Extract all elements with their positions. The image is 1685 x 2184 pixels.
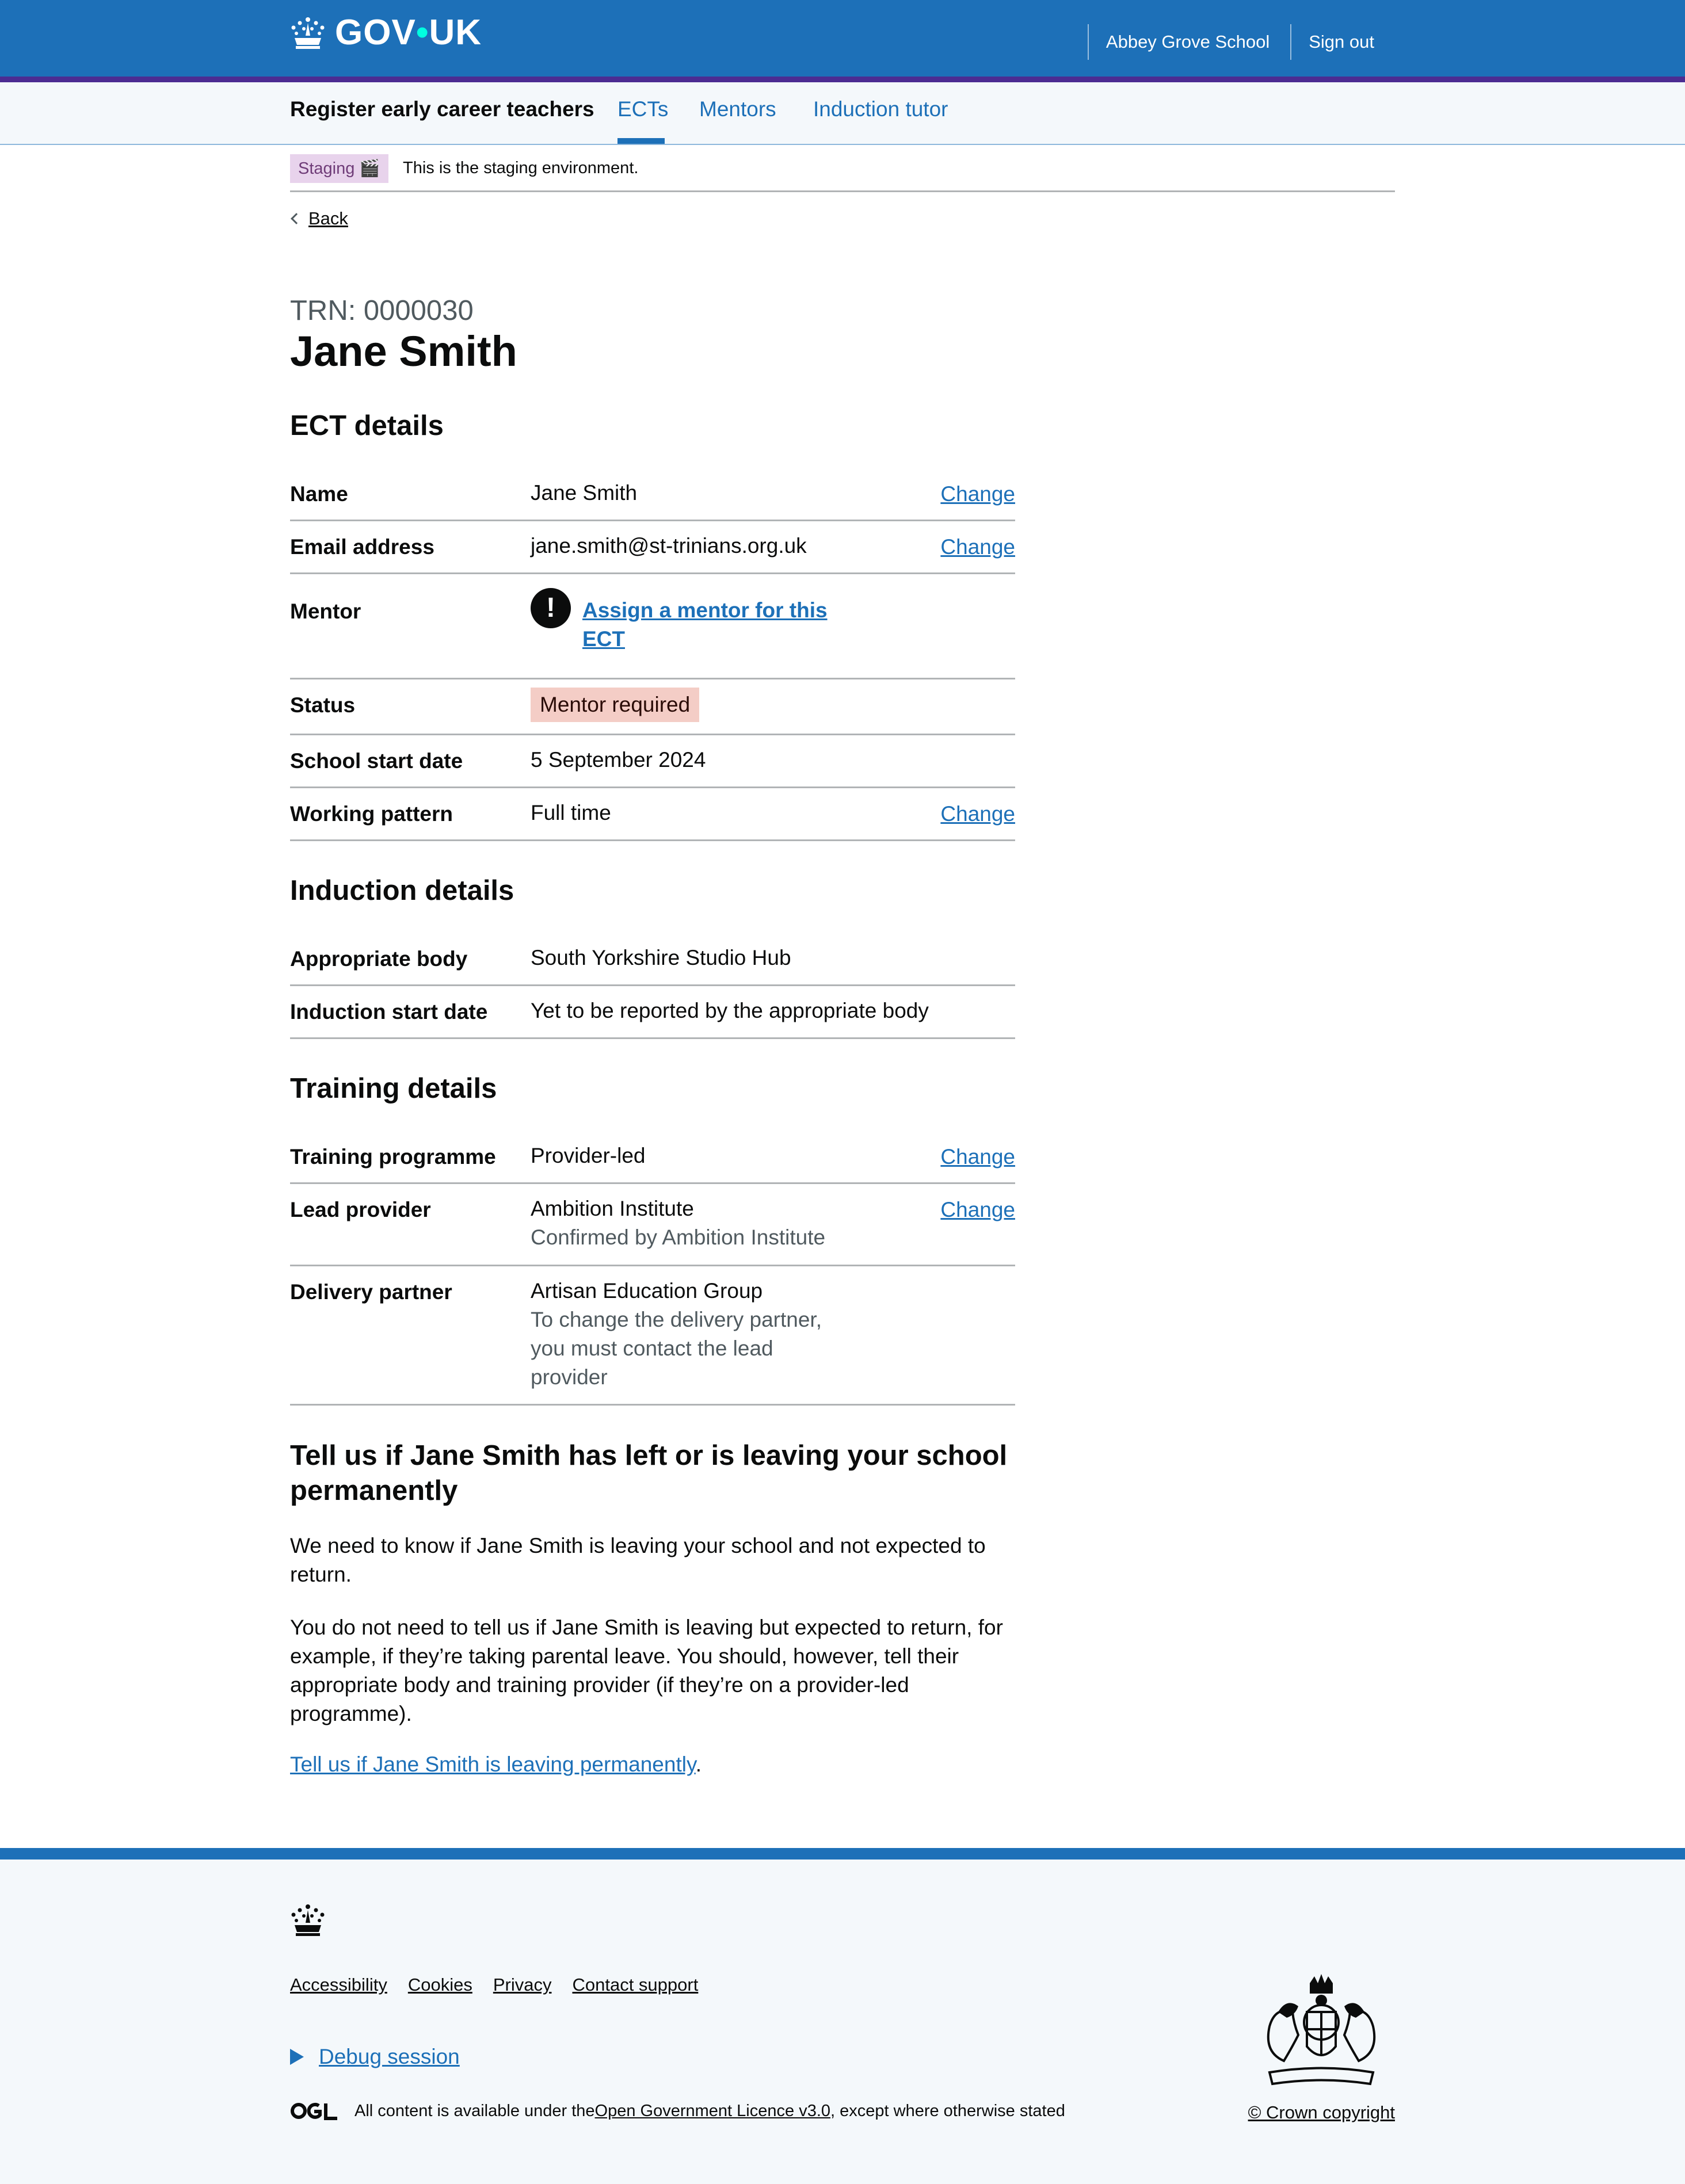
row-value: Full time [531, 801, 611, 824]
nav-item-ects[interactable]: ECTs [617, 97, 669, 121]
phase-banner [290, 145, 1395, 192]
summary-row-induction-start-date [290, 986, 1015, 1039]
change-name-link[interactable]: Change [940, 482, 1015, 506]
crown-icon [290, 1902, 326, 1938]
status-tag: Mentor required [531, 688, 699, 722]
footer-link-contact-support[interactable]: Contact support [572, 1975, 699, 1995]
summary-row-name [290, 472, 1015, 521]
row-key: Induction start date [290, 1000, 488, 1024]
leaving-paragraph-2: You do not need to tell us if Jane Smith is leaving but expected to return, for example, if they’re taking parental leave. You should, however, tell their appropriate body and training provider (if they’re on a provider-led programme). [290, 1616, 1003, 1725]
row-value: Artisan Education Group [531, 1279, 763, 1303]
ect-details-heading: ECT details [290, 410, 444, 441]
summary-row-mentor [290, 574, 1015, 679]
footer-links [290, 1975, 698, 1995]
warning-icon: ! [531, 588, 571, 628]
summary-row-appropriate-body [290, 937, 1015, 986]
ogl-link[interactable]: Open Government Licence v3.0 [594, 2101, 831, 2120]
sign-out-link[interactable]: Sign out [1309, 32, 1374, 52]
govuk-header [0, 0, 1685, 77]
staging-tag: Staging 🎬 [290, 154, 388, 183]
summary-row-email [290, 521, 1015, 574]
change-email-link[interactable]: Change [940, 535, 1015, 559]
leaving-heading: Tell us if Jane Smith has left or is leaving your school permanently [290, 1440, 1008, 1506]
summary-row-status [290, 679, 1015, 735]
licence-text: All content is available under the Open Government Licence v3.0 , except where otherwise stated [290, 2101, 1065, 2121]
service-navigation [0, 82, 1685, 145]
summary-row-working-pattern [290, 788, 1015, 841]
change-training-programme-link[interactable]: Change [940, 1145, 1015, 1169]
change-working-pattern-link[interactable]: Change [940, 802, 1015, 826]
back-link[interactable] [290, 208, 348, 229]
row-hint: To change the delivery partner, you must contact the lead provider [531, 1308, 822, 1389]
disclosure-triangle-icon [290, 2049, 304, 2065]
summary-row-school-start-date [290, 735, 1015, 788]
service-name[interactable]: Register early career teachers [290, 97, 594, 121]
leaving-permanently-link[interactable]: Tell us if Jane Smith is leaving permanently [290, 1752, 696, 1776]
induction-details-heading: Induction details [290, 875, 514, 906]
chevron-left-icon [291, 213, 302, 224]
row-value: jane.smith@st-trinians.org.uk [531, 534, 807, 558]
logo-text: GOV•UK [335, 13, 482, 52]
footer [0, 1860, 1685, 2184]
row-value: South Yorkshire Studio Hub [531, 946, 791, 969]
assign-mentor-link[interactable]: Assign a mentor for this ECT [582, 598, 828, 651]
row-value: Jane Smith [531, 481, 638, 505]
nav-item-induction-tutor[interactable]: Induction tutor [813, 97, 948, 121]
phase-banner-text: This is the staging environment. [403, 159, 639, 177]
page-title: Jane Smith [290, 327, 517, 375]
row-key: Appropriate body [290, 947, 468, 971]
summary-row-training-programme [290, 1135, 1015, 1184]
leaving-link-paragraph: Tell us if Jane Smith is leaving permanently. [290, 1752, 702, 1776]
row-hint: Confirmed by Ambition Institute [531, 1225, 826, 1249]
row-key: Delivery partner [290, 1280, 452, 1304]
summary-row-delivery-partner [290, 1266, 1015, 1406]
summary-row-lead-provider [290, 1184, 1015, 1266]
nav-item-mentors[interactable]: Mentors [699, 97, 776, 121]
row-value: 5 September 2024 [531, 748, 706, 772]
row-value: Provider-led [531, 1144, 646, 1167]
school-name-link[interactable]: Abbey Grove School [1105, 32, 1270, 52]
nav-active-indicator [617, 138, 665, 144]
crown-copyright-link[interactable]: © Crown copyright [1248, 2102, 1395, 2122]
govuk-logo[interactable] [290, 13, 482, 53]
row-key: Working pattern [290, 802, 453, 826]
back-link-label: Back [308, 208, 348, 228]
leaving-paragraph-1: We need to know if Jane Smith is leaving your school and not expected to return. [290, 1534, 986, 1586]
footer-link-cookies[interactable]: Cookies [407, 1975, 472, 1995]
training-details-heading: Training details [290, 1073, 497, 1104]
debug-session-toggle[interactable] [290, 2045, 460, 2069]
row-key: Training programme [290, 1145, 496, 1169]
footer-link-accessibility[interactable]: Accessibility [290, 1975, 387, 1995]
ogl-logo-icon [290, 2101, 338, 2121]
header-stripe [0, 77, 1685, 82]
row-key: Name [290, 482, 348, 506]
debug-session-label: Debug session [319, 2045, 460, 2068]
row-key: Email address [290, 535, 434, 559]
page-caption: TRN: 0000030 [290, 295, 474, 326]
change-lead-provider-link[interactable]: Change [940, 1198, 1015, 1221]
row-key: Mentor [290, 600, 361, 623]
crown-icon [290, 15, 326, 51]
row-key: Status [290, 693, 356, 717]
footer-top-bar [0, 1848, 1685, 1860]
row-value: Ambition Institute [531, 1197, 694, 1220]
row-key: School start date [290, 749, 463, 773]
row-key: Lead provider [290, 1198, 431, 1221]
row-value: Yet to be reported by the appropriate body [531, 999, 929, 1022]
royal-coat-of-arms-icon [1252, 1972, 1390, 2090]
footer-link-privacy[interactable]: Privacy [493, 1975, 552, 1995]
header-links [1088, 24, 1395, 60]
